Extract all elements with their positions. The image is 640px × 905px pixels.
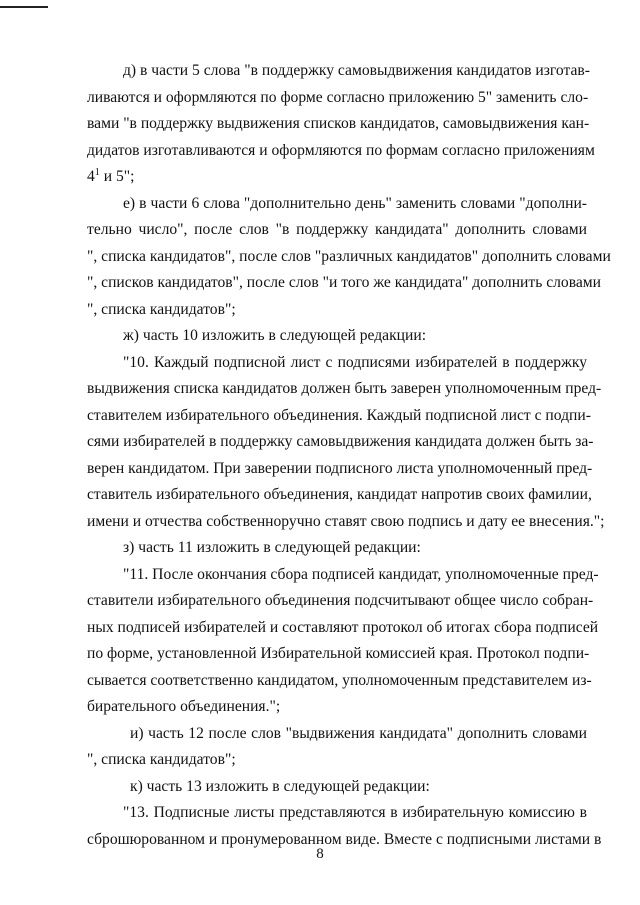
text-line: [87, 429, 594, 456]
text-line-content: имени и отчества собственноручно ставят свою подпись и дату ее внесения.";: [87, 512, 605, 530]
text-line-content: ", списка кандидатов", после слов "различных кандидатов" дополнить словами: [87, 247, 611, 265]
superscript: 1: [94, 166, 100, 178]
text-line-content: ", списка кандидатов";: [87, 300, 236, 318]
text-line: [87, 456, 593, 483]
text-line-content: сброшюрованном и пронумерованном виде. Вместе с подписными листами в: [87, 830, 602, 848]
text-line: [87, 615, 599, 642]
text-line-content: е) в части 6 слова "дополнительно день" заменить словами "дополни-: [123, 194, 587, 212]
text-line: [87, 641, 590, 668]
text-line-content: ", списков кандидатов", после слов "и того же кандидата" дополнить словами: [87, 274, 602, 291]
text-line: [87, 774, 587, 801]
text-line: [87, 482, 592, 509]
text-line: [87, 244, 611, 271]
text-line: [87, 721, 587, 748]
corner-rule: [0, 6, 48, 8]
text-line: [87, 376, 602, 403]
text-line-content: ставитель избирательного объединения, кандидат напротив своих фамилии,: [87, 486, 592, 503]
text-line: [87, 694, 587, 721]
text-line: [87, 800, 587, 827]
document-body: [87, 58, 611, 853]
text-line-content: 4: [87, 168, 95, 185]
text-line-content: ставителем избирательного объединения. Каждый подписной лист с подпи-: [87, 406, 591, 424]
text-line-content: выдвижения списка кандидатов должен быть заверен уполномоченным пред-: [87, 380, 602, 397]
text-line-content: "13. Подписные листы представляются в избирательную комиссию в: [123, 804, 587, 821]
text-line-content: ж) часть 10 изложить в следующей редакции:: [123, 327, 427, 344]
text-line-content: сывается соответственно кандидатом, уполномоченным представителем из-: [87, 671, 592, 689]
text-line: [87, 350, 587, 377]
text-line-content: д) в части 5 слова "в поддержку самовыдвижения кандидатов изготав-: [123, 62, 590, 79]
text-line-content: ставители избирательного объединения подсчитывают общее число собран-: [87, 592, 594, 609]
text-line-content: и) часть 12 после слов "выдвижения кандидата" дополнить словами: [130, 724, 587, 742]
text-line: [87, 85, 587, 112]
text-line: [87, 58, 590, 85]
text-line: [87, 323, 587, 350]
text-line: [87, 217, 587, 244]
text-line: [87, 191, 587, 218]
text-line-content: вами "в поддержку выдвижения списков кандидатов, самовыдвижения кан-: [87, 115, 590, 132]
text-line: [87, 509, 605, 536]
text-line-content: ", списка кандидатов";: [87, 751, 236, 768]
text-line: [87, 403, 591, 430]
text-line-content: дидатов изготавливаются и оформляются по формам согласно приложениям: [87, 141, 595, 159]
text-line-tail: и 5";: [99, 168, 135, 185]
text-line-content: ных подписей избирателей и составляют протокол об итогах сбора подписей: [87, 618, 599, 636]
text-line: [87, 668, 592, 695]
text-line-content: з) часть 11 изложить в следующей редакции:: [123, 539, 421, 556]
text-line-content: бирательного объединения.";: [87, 698, 281, 715]
text-line-content: к) часть 13 изложить в следующей редакции:: [130, 777, 430, 795]
text-line: [87, 535, 587, 562]
text-line: [87, 588, 594, 615]
text-line: [87, 111, 590, 138]
text-line: [87, 164, 587, 191]
text-line-content: тельно число", после слов "в поддержку кандидата" дополнить словами: [87, 221, 587, 238]
text-line-content: сями избирателей в поддержку самовыдвижения кандидата должен быть за-: [87, 433, 594, 450]
page-number: 8: [316, 846, 324, 862]
text-line: [87, 297, 587, 324]
text-line-content: верен кандидатом. При заверении подписного листа уполномоченный пред-: [87, 459, 593, 477]
text-line-content: по форме, установленной Избирательной комиссией края. Протокол подпи-: [87, 645, 590, 662]
text-lines: [87, 58, 611, 853]
text-line: [87, 138, 595, 165]
text-line: [87, 562, 599, 589]
text-line-content: "11. После окончания сбора подписей кандидат, уполномоченные пред-: [123, 565, 599, 583]
text-line-content: "10. Каждый подписной лист с подписями избирателей в поддержку: [123, 353, 587, 371]
text-line: [87, 747, 587, 774]
text-line: [87, 270, 602, 297]
text-line-content: ливаются и оформляются по форме согласно приложению 5" заменить сло-: [87, 88, 589, 106]
